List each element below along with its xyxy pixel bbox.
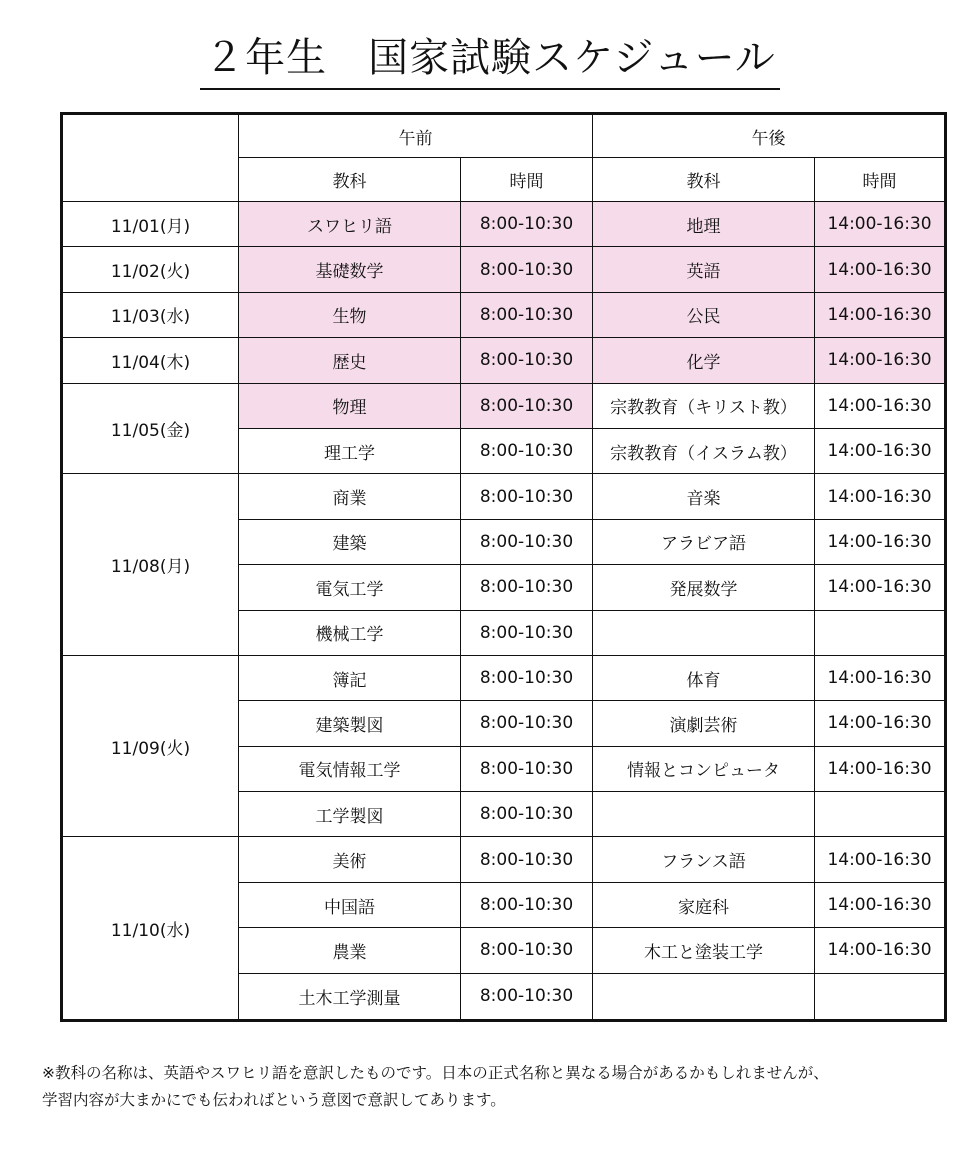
pm-time-cell: 14:00-16:30 — [815, 474, 946, 519]
exam-schedule-table — [60, 112, 947, 1022]
am-time-cell: 8:00-10:30 — [461, 519, 593, 564]
header-morning: 午前 — [239, 114, 593, 158]
pm-time-cell: 14:00-16:30 — [815, 383, 946, 428]
pm-time-cell: 14:00-16:30 — [815, 428, 946, 473]
pm-subject-cell: 宗教教育（キリスト教） — [593, 383, 815, 428]
pm-subject-cell: 家庭科 — [593, 882, 815, 927]
am-time-cell: 8:00-10:30 — [461, 474, 593, 519]
table-row — [62, 247, 946, 292]
pm-time-cell: 14:00-16:30 — [815, 519, 946, 564]
pm-time-cell: 14:00-16:30 — [815, 701, 946, 746]
pm-time-cell: 14:00-16:30 — [815, 837, 946, 882]
header-am-time: 時間 — [461, 158, 593, 202]
header-am-subject: 教科 — [239, 158, 461, 202]
am-subject-cell: 簿記 — [239, 655, 461, 700]
am-time-cell: 8:00-10:30 — [461, 973, 593, 1020]
pm-time-cell — [815, 792, 946, 837]
am-time-cell: 8:00-10:30 — [461, 882, 593, 927]
header-afternoon: 午後 — [593, 114, 946, 158]
pm-subject-cell: フランス語 — [593, 837, 815, 882]
am-time-cell: 8:00-10:30 — [461, 746, 593, 791]
pm-subject-cell: 地理 — [593, 202, 815, 247]
pm-time-cell: 14:00-16:30 — [815, 565, 946, 610]
am-time-cell: 8:00-10:30 — [461, 701, 593, 746]
pm-time-cell: 14:00-16:30 — [815, 292, 946, 337]
am-time-cell: 8:00-10:30 — [461, 428, 593, 473]
date-cell: 11/05(金) — [62, 383, 239, 474]
am-subject-cell: 美術 — [239, 837, 461, 882]
pm-subject-cell: 宗教教育（イスラム教） — [593, 428, 815, 473]
footnote-line-2: 学習内容が大まかにでも伝わればという意図で意訳してあります。 — [42, 1091, 506, 1109]
am-subject-cell: 電気情報工学 — [239, 746, 461, 791]
pm-subject-cell — [593, 610, 815, 655]
table-row — [62, 655, 946, 700]
am-time-cell: 8:00-10:30 — [461, 610, 593, 655]
pm-time-cell — [815, 973, 946, 1020]
table-row — [62, 202, 946, 247]
am-time-cell: 8:00-10:30 — [461, 928, 593, 973]
am-subject-cell: 歴史 — [239, 338, 461, 383]
pm-time-cell — [815, 610, 946, 655]
am-subject-cell: 物理 — [239, 383, 461, 428]
header-pm-time: 時間 — [815, 158, 946, 202]
header-date-corner — [62, 114, 239, 202]
am-subject-cell: 電気工学 — [239, 565, 461, 610]
pm-time-cell: 14:00-16:30 — [815, 746, 946, 791]
date-cell: 11/02(火) — [62, 247, 239, 292]
am-subject-cell: 理工学 — [239, 428, 461, 473]
am-time-cell: 8:00-10:30 — [461, 792, 593, 837]
am-time-cell: 8:00-10:30 — [461, 338, 593, 383]
date-cell: 11/03(水) — [62, 292, 239, 337]
table-row — [62, 338, 946, 383]
am-time-cell: 8:00-10:30 — [461, 837, 593, 882]
pm-subject-cell: 公民 — [593, 292, 815, 337]
date-cell: 11/10(水) — [62, 837, 239, 1021]
footnote-line-1: ※教科の名称は、英語やスワヒリ語を意訳したものです。日本の正式名称と異なる場合があるかもしれませんが、 — [42, 1064, 829, 1082]
pm-subject-cell: 木工と塗装工学 — [593, 928, 815, 973]
table-row — [62, 292, 946, 337]
pm-time-cell: 14:00-16:30 — [815, 882, 946, 927]
am-subject-cell: 土木工学測量 — [239, 973, 461, 1020]
date-cell: 11/01(月) — [62, 202, 239, 247]
am-subject-cell: 建築製図 — [239, 701, 461, 746]
am-subject-cell: 工学製図 — [239, 792, 461, 837]
pm-subject-cell — [593, 973, 815, 1020]
date-cell: 11/09(火) — [62, 655, 239, 837]
pm-subject-cell: 演劇芸術 — [593, 701, 815, 746]
am-subject-cell: 基礎数学 — [239, 247, 461, 292]
pm-time-cell: 14:00-16:30 — [815, 247, 946, 292]
am-subject-cell: スワヒリ語 — [239, 202, 461, 247]
pm-subject-cell: 英語 — [593, 247, 815, 292]
table-row — [62, 474, 946, 519]
date-cell: 11/08(月) — [62, 474, 239, 656]
am-subject-cell: 建築 — [239, 519, 461, 564]
pm-subject-cell: 発展数学 — [593, 565, 815, 610]
page-title-text: ２年生 国家試験スケジュール — [200, 30, 780, 90]
pm-time-cell: 14:00-16:30 — [815, 655, 946, 700]
am-subject-cell: 農業 — [239, 928, 461, 973]
am-time-cell: 8:00-10:30 — [461, 247, 593, 292]
pm-subject-cell: 体育 — [593, 655, 815, 700]
pm-subject-cell: 化学 — [593, 338, 815, 383]
pm-time-cell: 14:00-16:30 — [815, 338, 946, 383]
header-pm-subject: 教科 — [593, 158, 815, 202]
pm-time-cell: 14:00-16:30 — [815, 202, 946, 247]
table-row — [62, 383, 946, 428]
header-row-periods — [62, 114, 946, 158]
pm-subject-cell: アラビア語 — [593, 519, 815, 564]
am-subject-cell: 生物 — [239, 292, 461, 337]
am-subject-cell: 中国語 — [239, 882, 461, 927]
am-time-cell: 8:00-10:30 — [461, 565, 593, 610]
pm-subject-cell: 情報とコンピュータ — [593, 746, 815, 791]
am-time-cell: 8:00-10:30 — [461, 383, 593, 428]
footnote — [42, 1060, 972, 1114]
am-subject-cell: 商業 — [239, 474, 461, 519]
table-row — [62, 837, 946, 882]
pm-subject-cell — [593, 792, 815, 837]
pm-subject-cell: 音楽 — [593, 474, 815, 519]
page-title — [0, 30, 980, 90]
am-time-cell: 8:00-10:30 — [461, 655, 593, 700]
am-time-cell: 8:00-10:30 — [461, 202, 593, 247]
am-time-cell: 8:00-10:30 — [461, 292, 593, 337]
pm-time-cell: 14:00-16:30 — [815, 928, 946, 973]
am-subject-cell: 機械工学 — [239, 610, 461, 655]
date-cell: 11/04(木) — [62, 338, 239, 383]
